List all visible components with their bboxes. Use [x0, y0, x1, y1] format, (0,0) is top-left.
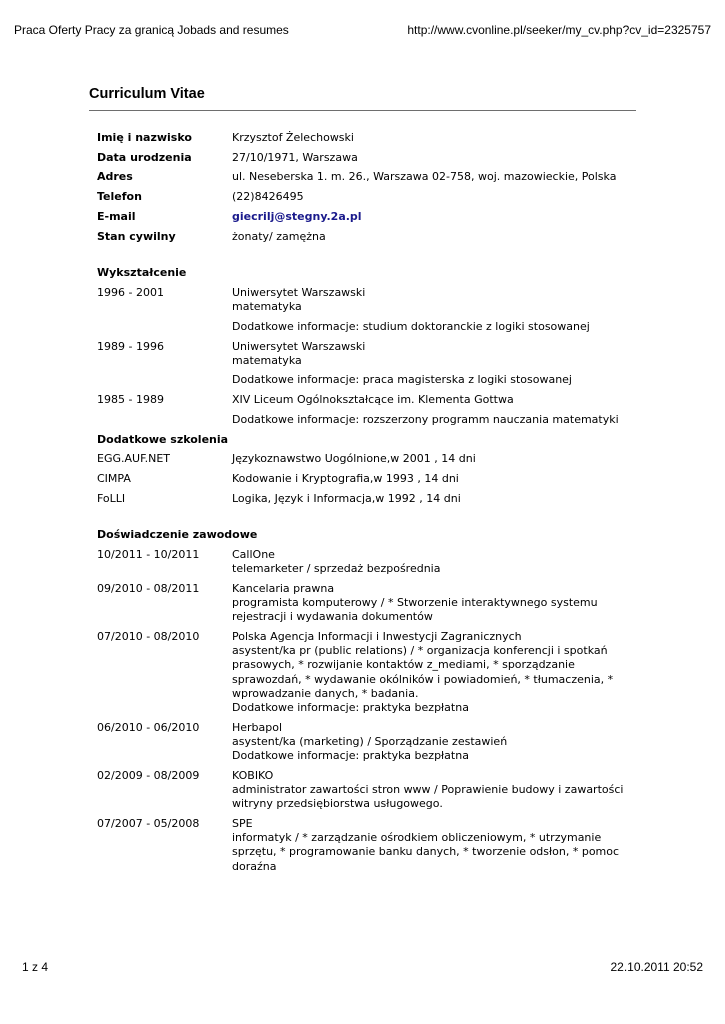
- experience-item: [97, 721, 642, 764]
- education-school: Uniwersytet Warszawski: [232, 285, 366, 299]
- education-item: [97, 393, 642, 427]
- training-heading: Dodatkowe szkolenia: [97, 432, 229, 446]
- experience-line: Dodatkowe informacje: praktyka bezpłatna: [232, 701, 469, 715]
- experience-line: prasowych, * rozwijanie kontaktów z_mediami, * sporządzanie: [232, 658, 575, 672]
- page-number: 1 z 4: [22, 960, 49, 974]
- value-address: ul. Neseberska 1. m. 26., Warszawa 02-758, woj. mazowieckie, Polska: [232, 170, 617, 184]
- training-desc: Kodowanie i Kryptografia,w 1993 , 14 dni: [232, 471, 459, 485]
- education-school: XIV Liceum Ogólnokształcące im. Klementa Gottwa: [232, 393, 514, 407]
- training-section: [97, 433, 642, 506]
- cv-title: Curriculum Vitae: [89, 86, 205, 102]
- personal-row-birth: [97, 151, 642, 165]
- cv-content: [97, 131, 642, 879]
- education-extra: Dodatkowe informacje: studium doktoranckie z logiki stosowanej: [232, 319, 590, 333]
- education-extra: Dodatkowe informacje: rozszerzony programm nauczania matematyki: [232, 412, 619, 426]
- value-birth: 27/10/1971, Warszawa: [232, 150, 358, 164]
- experience-line: doraźna: [232, 859, 277, 873]
- experience-line: CallOne: [232, 548, 275, 562]
- experience-period: 09/2010 - 08/2011: [97, 581, 200, 595]
- experience-line: asystent/ka pr (public relations) / * organizacja konferencji i spotkań: [232, 644, 608, 658]
- experience-item: [97, 630, 642, 715]
- value-marital: żonaty/ zamężna: [232, 229, 326, 243]
- title-divider: [89, 110, 636, 111]
- experience-line: Kancelaria prawna: [232, 581, 335, 595]
- training-item: [97, 492, 642, 506]
- experience-period: 06/2010 - 06/2010: [97, 720, 200, 734]
- value-name: Krzysztof Żelechowski: [232, 131, 354, 144]
- personal-section: [97, 131, 642, 244]
- education-field: matematyka: [232, 353, 302, 367]
- label-email: E-mail: [97, 209, 136, 223]
- value-phone: (22)8426495: [232, 190, 304, 204]
- experience-line: programista komputerowy / * Stworzenie interaktywnego systemu: [232, 596, 598, 610]
- print-datetime: 22.10.2011 20:52: [610, 960, 703, 974]
- personal-row-address: [97, 170, 642, 184]
- experience-period: 02/2009 - 08/2009: [97, 768, 200, 782]
- experience-section: [97, 528, 642, 873]
- experience-line: administrator zawartości stron www / Poprawienie budowy i zawartości: [232, 783, 624, 797]
- label-phone: Telefon: [97, 190, 142, 204]
- education-item: [97, 286, 642, 334]
- education-heading: Wykształcenie: [97, 266, 187, 280]
- experience-item: [97, 582, 642, 625]
- education-extra: Dodatkowe informacje: praca magisterska z logiki stosowanej: [232, 373, 572, 387]
- experience-line: informatyk / * zarządzanie ośrodkiem obliczeniowym, * utrzymanie: [232, 831, 602, 845]
- training-item: [97, 452, 642, 466]
- experience-line: Herbapol: [232, 720, 283, 734]
- training-desc: Logika, Język i Informacja,w 1992 , 14 dni: [232, 491, 461, 505]
- training-item: [97, 472, 642, 486]
- personal-row-marital: [97, 230, 642, 244]
- experience-line: witryny przedsiębiorstwa usługowego.: [232, 797, 443, 811]
- page-url[interactable]: http://www.cvonline.pl/seeker/my_cv.php?cv_id=2325757: [407, 23, 711, 37]
- experience-item: [97, 817, 642, 874]
- experience-period: 07/2007 - 05/2008: [97, 817, 200, 831]
- experience-line: KOBIKO: [232, 768, 274, 782]
- training-org: FoLLI: [97, 491, 126, 505]
- label-marital: Stan cywilny: [97, 229, 176, 243]
- personal-row-name: [97, 131, 642, 145]
- education-item: [97, 340, 642, 388]
- education-period: 1989 - 1996: [97, 339, 164, 353]
- experience-item: [97, 548, 642, 576]
- experience-line: SPE: [232, 817, 253, 831]
- experience-line: Polska Agencja Informacji i Inwestycji Zagranicznych: [232, 630, 522, 644]
- education-section: [97, 266, 642, 427]
- experience-line: wprowadzanie danych, * badania.: [232, 686, 419, 700]
- experience-period: 10/2011 - 10/2011: [97, 548, 200, 562]
- training-org: CIMPA: [97, 471, 131, 485]
- label-name: Imię i nazwisko: [97, 131, 192, 144]
- email-link[interactable]: giecrilj@stegny.2a.pl: [232, 209, 362, 223]
- experience-line: telemarketer / sprzedaż bezpośrednia: [232, 562, 441, 576]
- experience-heading: Doświadczenie zawodowe: [97, 528, 258, 542]
- personal-row-phone: [97, 190, 642, 204]
- experience-line: Dodatkowe informacje: praktyka bezpłatna: [232, 749, 469, 763]
- education-period: 1985 - 1989: [97, 393, 164, 407]
- personal-row-email: [97, 210, 642, 224]
- training-desc: Językoznawstwo Uogólnione,w 2001 , 14 dni: [232, 452, 476, 466]
- experience-line: sprzętu, * programowanie banku danych, * tworzenie odsłon, * pomoc: [232, 845, 620, 859]
- experience-line: rejestracji i wydawania dokumentów: [232, 610, 433, 624]
- experience-period: 07/2010 - 08/2010: [97, 630, 200, 644]
- label-address: Adres: [97, 170, 133, 184]
- training-org: EGG.AUF.NET: [97, 452, 171, 466]
- experience-line: asystent/ka (marketing) / Sporządzanie zestawień: [232, 735, 508, 748]
- education-period: 1996 - 2001: [97, 285, 164, 299]
- experience-line: sprawozdań, * wydawanie okólników i powiadomień, * tłumaczenia, *: [232, 672, 614, 686]
- browser-page-title: Praca Oferty Pracy za granicą Jobads and resumes: [14, 23, 289, 37]
- education-field: matematyka: [232, 300, 302, 314]
- education-school: Uniwersytet Warszawski: [232, 339, 366, 353]
- experience-item: [97, 769, 642, 812]
- label-birth: Data urodzenia: [97, 150, 192, 164]
